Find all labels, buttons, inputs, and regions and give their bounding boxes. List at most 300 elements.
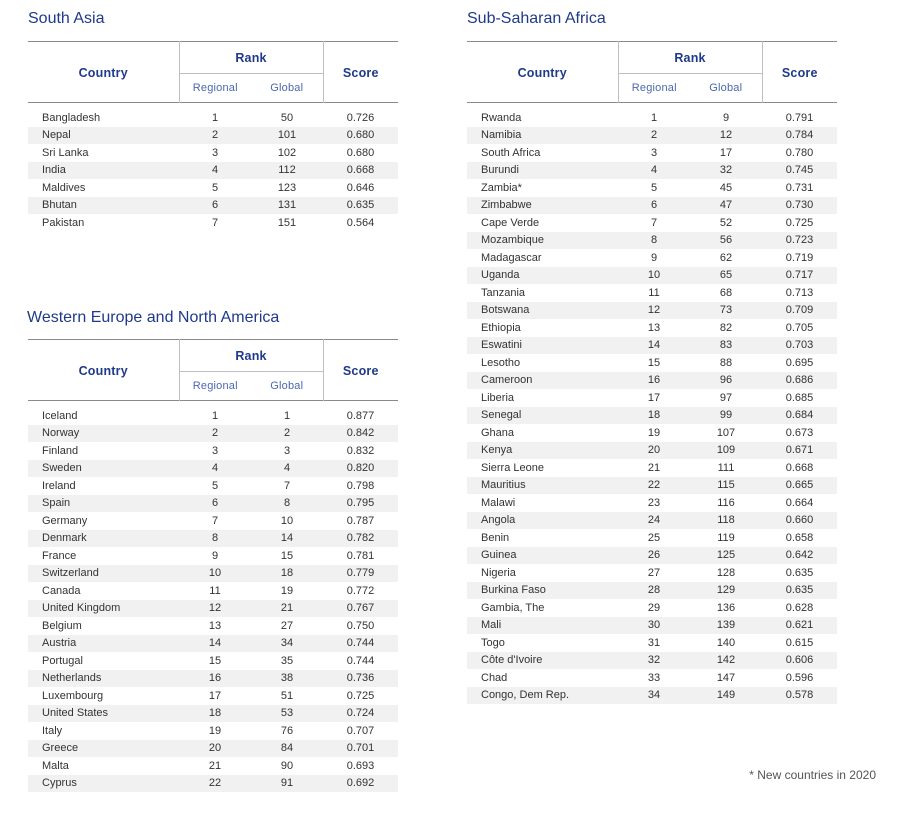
country-cell: Mozambique: [467, 232, 618, 250]
regional-rank-cell: 10: [618, 267, 690, 285]
regional-rank-cell: 27: [618, 564, 690, 582]
global-rank-cell: 96: [690, 372, 762, 390]
regional-rank-cell: 22: [179, 775, 251, 793]
country-cell: Mauritius: [467, 477, 618, 495]
regional-rank-cell: 6: [618, 197, 690, 215]
score-cell: 0.798: [323, 477, 398, 495]
regional-header: Regional: [631, 82, 677, 94]
regional-rank-cell: 17: [618, 389, 690, 407]
table-row: [28, 705, 398, 723]
table-row: [467, 337, 837, 355]
regional-rank-cell: 9: [179, 547, 251, 565]
table-row: [467, 407, 837, 425]
regional-rank-cell: 6: [179, 495, 251, 513]
regional-rank-cell: 20: [179, 740, 251, 758]
table-row: [28, 775, 398, 793]
regional-rank-cell: 4: [618, 162, 690, 180]
regional-rank-cell: 6: [179, 197, 251, 215]
regional-rank-cell: 7: [179, 214, 251, 232]
regional-rank-cell: 7: [179, 512, 251, 530]
score-cell: 0.664: [762, 494, 837, 512]
regional-rank-cell: 3: [618, 144, 690, 162]
global-rank-cell: 50: [251, 109, 323, 127]
score-cell: 0.784: [762, 127, 837, 145]
regional-rank-cell: 8: [618, 232, 690, 250]
global-rank-cell: 91: [251, 775, 323, 793]
global-rank-cell: 107: [690, 424, 762, 442]
score-cell: 0.726: [323, 109, 398, 127]
table-row: [28, 442, 398, 460]
table-row: [467, 302, 837, 320]
score-cell: 0.709: [762, 302, 837, 320]
score-cell: 0.685: [762, 389, 837, 407]
country-cell: Iceland: [28, 407, 179, 425]
rank-header: Rank: [179, 42, 323, 74]
country-cell: Lesotho: [467, 354, 618, 372]
country-cell: Ireland: [28, 477, 179, 495]
regional-rank-cell: 5: [618, 179, 690, 197]
global-rank-cell: 115: [690, 477, 762, 495]
country-cell: Côte d'Ivoire: [467, 652, 618, 670]
table-row: [467, 127, 837, 145]
regional-rank-cell: 21: [618, 459, 690, 477]
table-row: [28, 617, 398, 635]
ranking-table: [28, 41, 398, 232]
global-rank-cell: 4: [251, 460, 323, 478]
table-row: [28, 600, 398, 618]
global-rank-cell: 18: [251, 565, 323, 583]
country-cell: Netherlands: [28, 670, 179, 688]
country-cell: Burundi: [467, 162, 618, 180]
section-title: Sub-Saharan Africa: [467, 10, 606, 27]
regional-rank-cell: 5: [179, 179, 251, 197]
score-cell: 0.731: [762, 179, 837, 197]
country-cell: Sweden: [28, 460, 179, 478]
regional-rank-cell: 11: [179, 582, 251, 600]
global-rank-cell: 82: [690, 319, 762, 337]
global-rank-cell: 45: [690, 179, 762, 197]
regional-rank-cell: 14: [179, 635, 251, 653]
table-row: [28, 460, 398, 478]
regional-rank-cell: 24: [618, 512, 690, 530]
global-rank-cell: 142: [690, 652, 762, 670]
table-row: [467, 267, 837, 285]
regional-header: Regional: [192, 82, 238, 94]
score-cell: 0.606: [762, 652, 837, 670]
section-title: South Asia: [28, 10, 105, 27]
regional-rank-cell: 25: [618, 529, 690, 547]
global-rank-cell: 52: [690, 214, 762, 232]
regional-rank-cell: 3: [179, 144, 251, 162]
ranking-table: [28, 339, 398, 792]
country-cell: Cameroon: [467, 372, 618, 390]
score-cell: 0.832: [323, 442, 398, 460]
global-rank-cell: 73: [690, 302, 762, 320]
table-row: [28, 687, 398, 705]
table-row: [28, 407, 398, 425]
score-cell: 0.642: [762, 547, 837, 565]
country-cell: Germany: [28, 512, 179, 530]
country-cell: Madagascar: [467, 249, 618, 267]
country-cell: Sri Lanka: [28, 144, 179, 162]
regional-rank-cell: 15: [618, 354, 690, 372]
table-row: [28, 512, 398, 530]
table-row: [467, 442, 837, 460]
country-cell: Cyprus: [28, 775, 179, 793]
regional-rank-cell: 15: [179, 652, 251, 670]
country-cell: Namibia: [467, 127, 618, 145]
country-cell: Ethiopia: [467, 319, 618, 337]
table-row: [28, 757, 398, 775]
country-cell: United Kingdom: [28, 600, 179, 618]
score-cell: 0.725: [762, 214, 837, 232]
country-cell: Belgium: [28, 617, 179, 635]
score-header: Score: [323, 340, 398, 401]
regional-header: Regional: [192, 380, 238, 392]
table-row: [467, 249, 837, 267]
regional-rank-cell: 16: [179, 670, 251, 688]
regional-rank-cell: 17: [179, 687, 251, 705]
country-cell: Guinea: [467, 547, 618, 565]
country-cell: Austria: [28, 635, 179, 653]
country-cell: Liberia: [467, 389, 618, 407]
global-rank-cell: 109: [690, 442, 762, 460]
table-row: [467, 494, 837, 512]
score-cell: 0.795: [323, 495, 398, 513]
score-cell: 0.744: [323, 635, 398, 653]
regional-rank-cell: 26: [618, 547, 690, 565]
regional-rank-cell: 13: [618, 319, 690, 337]
score-cell: 0.680: [323, 127, 398, 145]
regional-rank-cell: 2: [179, 425, 251, 443]
table-row: [467, 319, 837, 337]
table-row: [28, 477, 398, 495]
table-row: [467, 564, 837, 582]
table-row: [28, 670, 398, 688]
table-row: [28, 162, 398, 180]
score-cell: 0.635: [762, 564, 837, 582]
score-cell: 0.692: [323, 775, 398, 793]
score-cell: 0.736: [323, 670, 398, 688]
regional-rank-cell: 23: [618, 494, 690, 512]
global-rank-cell: 129: [690, 582, 762, 600]
score-cell: 0.717: [762, 267, 837, 285]
score-cell: 0.719: [762, 249, 837, 267]
global-rank-cell: 15: [251, 547, 323, 565]
country-header: Country: [28, 42, 179, 103]
table-row: [467, 547, 837, 565]
score-cell: 0.684: [762, 407, 837, 425]
regional-rank-cell: 3: [179, 442, 251, 460]
country-cell: Portugal: [28, 652, 179, 670]
regional-rank-cell: 1: [179, 109, 251, 127]
regional-rank-cell: 19: [179, 722, 251, 740]
country-cell: Sierra Leone: [467, 459, 618, 477]
score-cell: 0.772: [323, 582, 398, 600]
regional-rank-cell: 11: [618, 284, 690, 302]
score-cell: 0.693: [323, 757, 398, 775]
country-cell: United States: [28, 705, 179, 723]
regional-rank-cell: 31: [618, 634, 690, 652]
global-rank-cell: 65: [690, 267, 762, 285]
country-cell: Senegal: [467, 407, 618, 425]
score-cell: 0.703: [762, 337, 837, 355]
table-row: [467, 599, 837, 617]
score-cell: 0.646: [323, 179, 398, 197]
table-row: [28, 565, 398, 583]
table-row: [467, 459, 837, 477]
global-rank-cell: 53: [251, 705, 323, 723]
table-row: [467, 354, 837, 372]
global-rank-cell: 99: [690, 407, 762, 425]
table-row: [28, 530, 398, 548]
global-rank-cell: 21: [251, 600, 323, 618]
score-cell: 0.658: [762, 529, 837, 547]
score-cell: 0.730: [762, 197, 837, 215]
global-rank-cell: 9: [690, 109, 762, 127]
table-row: [467, 232, 837, 250]
score-cell: 0.791: [762, 109, 837, 127]
table-row: [28, 582, 398, 600]
table-row: [467, 162, 837, 180]
score-header: Score: [323, 42, 398, 103]
global-rank-cell: 97: [690, 389, 762, 407]
regional-rank-cell: 19: [618, 424, 690, 442]
global-rank-cell: 147: [690, 669, 762, 687]
score-cell: 0.782: [323, 530, 398, 548]
score-cell: 0.842: [323, 425, 398, 443]
score-cell: 0.787: [323, 512, 398, 530]
score-cell: 0.668: [323, 162, 398, 180]
score-cell: 0.781: [323, 547, 398, 565]
table-row: [467, 179, 837, 197]
section-title: Western Europe and North America: [27, 309, 280, 326]
country-cell: Rwanda: [467, 109, 618, 127]
global-rank-cell: 125: [690, 547, 762, 565]
footnote: * New countries in 2020: [749, 768, 876, 782]
rank-header: Rank: [618, 42, 762, 74]
country-cell: Bhutan: [28, 197, 179, 215]
country-cell: Italy: [28, 722, 179, 740]
score-cell: 0.564: [323, 214, 398, 232]
global-rank-cell: 136: [690, 599, 762, 617]
table-row: [467, 687, 837, 705]
score-cell: 0.779: [323, 565, 398, 583]
score-cell: 0.701: [323, 740, 398, 758]
global-rank-cell: 7: [251, 477, 323, 495]
global-rank-cell: 83: [690, 337, 762, 355]
global-header: Global: [270, 380, 304, 392]
score-cell: 0.723: [762, 232, 837, 250]
score-cell: 0.635: [762, 582, 837, 600]
table-row: [467, 389, 837, 407]
country-cell: Spain: [28, 495, 179, 513]
global-header: Global: [709, 82, 743, 94]
score-cell: 0.673: [762, 424, 837, 442]
country-cell: Bangladesh: [28, 109, 179, 127]
country-cell: Congo, Dem Rep.: [467, 687, 618, 705]
score-cell: 0.680: [323, 144, 398, 162]
table-row: [28, 179, 398, 197]
country-cell: Chad: [467, 669, 618, 687]
table-row: [467, 197, 837, 215]
score-cell: 0.780: [762, 144, 837, 162]
global-rank-cell: 47: [690, 197, 762, 215]
country-cell: Luxembourg: [28, 687, 179, 705]
table-row: [28, 214, 398, 232]
global-rank-cell: 151: [251, 214, 323, 232]
country-cell: India: [28, 162, 179, 180]
table-row: [28, 635, 398, 653]
global-rank-cell: 38: [251, 670, 323, 688]
table-row: [28, 740, 398, 758]
global-rank-cell: 35: [251, 652, 323, 670]
score-cell: 0.713: [762, 284, 837, 302]
table-row: [467, 669, 837, 687]
regional-rank-cell: 34: [618, 687, 690, 705]
global-rank-cell: 102: [251, 144, 323, 162]
table-row: [467, 214, 837, 232]
table-row: [28, 197, 398, 215]
table-row: [28, 547, 398, 565]
global-rank-cell: 84: [251, 740, 323, 758]
country-header: Country: [467, 42, 618, 103]
table-row: [28, 425, 398, 443]
table-row: [28, 127, 398, 145]
score-cell: 0.596: [762, 669, 837, 687]
score-cell: 0.668: [762, 459, 837, 477]
regional-rank-cell: 20: [618, 442, 690, 460]
global-rank-cell: 101: [251, 127, 323, 145]
score-cell: 0.705: [762, 319, 837, 337]
regional-rank-cell: 18: [618, 407, 690, 425]
global-rank-cell: 119: [690, 529, 762, 547]
country-cell: Malta: [28, 757, 179, 775]
global-rank-cell: 68: [690, 284, 762, 302]
country-cell: Finland: [28, 442, 179, 460]
table-row: [28, 722, 398, 740]
country-cell: Gambia, The: [467, 599, 618, 617]
ranking-table: [467, 41, 837, 704]
global-rank-cell: 123: [251, 179, 323, 197]
table-row: [28, 652, 398, 670]
global-rank-cell: 139: [690, 617, 762, 635]
country-cell: Malawi: [467, 494, 618, 512]
score-cell: 0.628: [762, 599, 837, 617]
score-cell: 0.744: [323, 652, 398, 670]
country-cell: Angola: [467, 512, 618, 530]
regional-rank-cell: 32: [618, 652, 690, 670]
global-rank-cell: 90: [251, 757, 323, 775]
score-cell: 0.671: [762, 442, 837, 460]
table-row: [467, 529, 837, 547]
score-cell: 0.820: [323, 460, 398, 478]
country-cell: Switzerland: [28, 565, 179, 583]
global-rank-cell: 76: [251, 722, 323, 740]
score-cell: 0.745: [762, 162, 837, 180]
country-cell: Ghana: [467, 424, 618, 442]
global-rank-cell: 62: [690, 249, 762, 267]
global-rank-cell: 116: [690, 494, 762, 512]
regional-rank-cell: 14: [618, 337, 690, 355]
regional-rank-cell: 10: [179, 565, 251, 583]
global-rank-cell: 88: [690, 354, 762, 372]
country-cell: Benin: [467, 529, 618, 547]
country-cell: Botswana: [467, 302, 618, 320]
score-cell: 0.635: [323, 197, 398, 215]
score-cell: 0.615: [762, 634, 837, 652]
global-rank-cell: 128: [690, 564, 762, 582]
table-row: [28, 109, 398, 127]
regional-rank-cell: 30: [618, 617, 690, 635]
global-rank-cell: 14: [251, 530, 323, 548]
score-cell: 0.660: [762, 512, 837, 530]
country-cell: Tanzania: [467, 284, 618, 302]
score-cell: 0.767: [323, 600, 398, 618]
table-row: [467, 372, 837, 390]
country-cell: Nepal: [28, 127, 179, 145]
global-header: Global: [270, 82, 304, 94]
score-cell: 0.621: [762, 617, 837, 635]
global-rank-cell: 3: [251, 442, 323, 460]
country-cell: Denmark: [28, 530, 179, 548]
rank-header: Rank: [179, 340, 323, 372]
table-row: [467, 634, 837, 652]
regional-rank-cell: 1: [179, 407, 251, 425]
table-row: [467, 109, 837, 127]
country-cell: Kenya: [467, 442, 618, 460]
global-rank-cell: 140: [690, 634, 762, 652]
regional-rank-cell: 7: [618, 214, 690, 232]
global-rank-cell: 32: [690, 162, 762, 180]
country-cell: Mali: [467, 617, 618, 635]
regional-rank-cell: 21: [179, 757, 251, 775]
table-row: [467, 617, 837, 635]
table-row: [28, 144, 398, 162]
regional-rank-cell: 5: [179, 477, 251, 495]
global-rank-cell: 56: [690, 232, 762, 250]
global-rank-cell: 34: [251, 635, 323, 653]
regional-rank-cell: 8: [179, 530, 251, 548]
global-rank-cell: 112: [251, 162, 323, 180]
global-rank-cell: 149: [690, 687, 762, 705]
regional-rank-cell: 33: [618, 669, 690, 687]
table-row: [467, 144, 837, 162]
score-cell: 0.724: [323, 705, 398, 723]
country-cell: Eswatini: [467, 337, 618, 355]
score-cell: 0.695: [762, 354, 837, 372]
regional-rank-cell: 28: [618, 582, 690, 600]
score-header: Score: [762, 42, 837, 103]
global-rank-cell: 27: [251, 617, 323, 635]
country-cell: Greece: [28, 740, 179, 758]
regional-rank-cell: 2: [179, 127, 251, 145]
country-cell: Maldives: [28, 179, 179, 197]
regional-rank-cell: 13: [179, 617, 251, 635]
global-rank-cell: 111: [690, 459, 762, 477]
global-rank-cell: 51: [251, 687, 323, 705]
country-cell: France: [28, 547, 179, 565]
table-row: [467, 512, 837, 530]
table-row: [467, 652, 837, 670]
section-south-asia: [28, 8, 398, 228]
global-rank-cell: 2: [251, 425, 323, 443]
score-cell: 0.725: [323, 687, 398, 705]
section-western-europe: [28, 306, 398, 796]
regional-rank-cell: 4: [179, 162, 251, 180]
table-row: [28, 495, 398, 513]
country-cell: South Africa: [467, 144, 618, 162]
